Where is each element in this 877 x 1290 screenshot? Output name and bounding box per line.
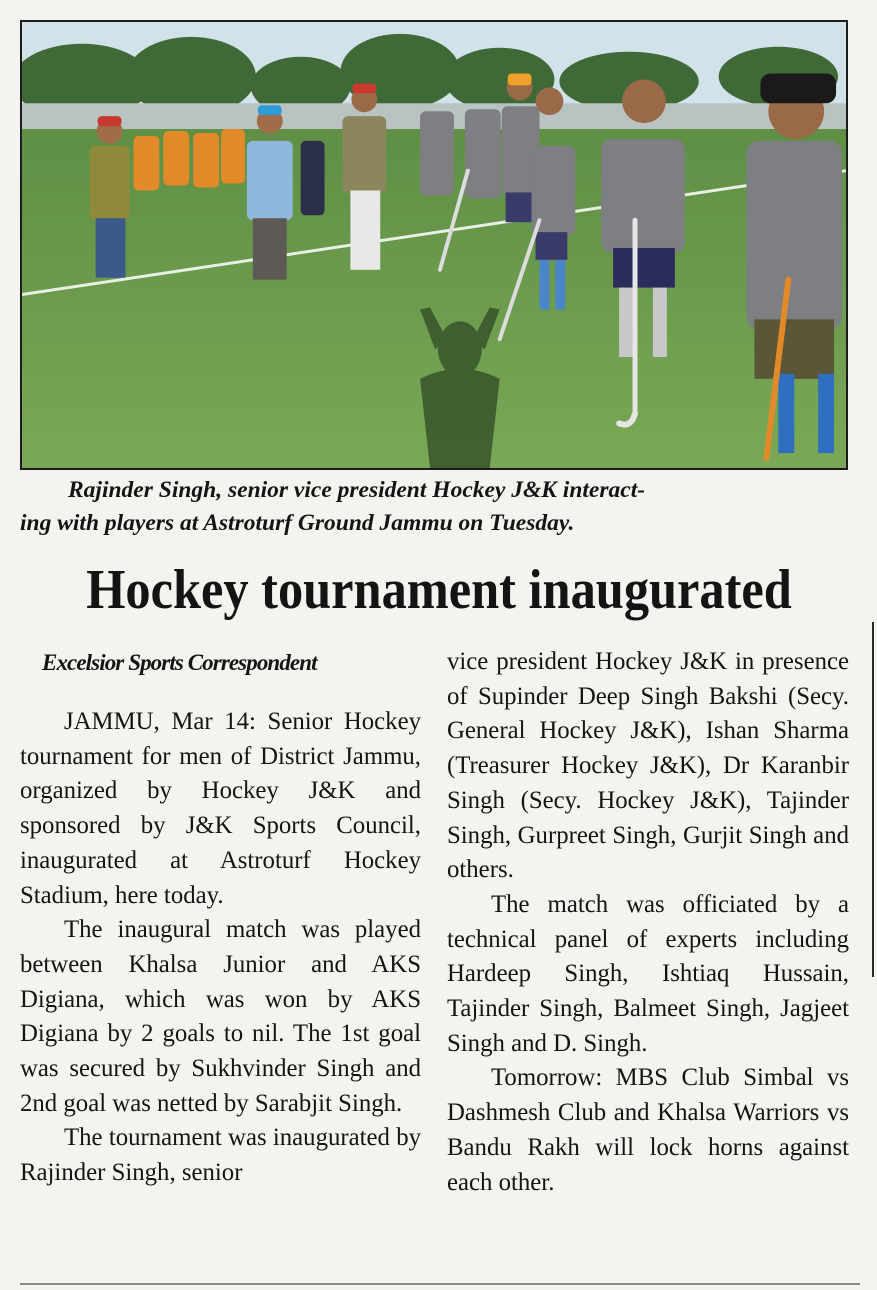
article-column-2 [447,645,849,1200]
photo-caption [20,474,848,540]
paragraph-1: JAMMU, Mar 14: Senior Hockey tournament for men of District Jammu, organized by Hockey J&K and sponsored by J&K Sports Council, inaugurated at Astroturf Hockey Stadium, here today. [20,708,421,909]
caption-line-1: Rajinder Singh, senior vice president Hockey J&K interact- [68,477,646,503]
paragraph-4: The match was officiated by a technical panel of experts including Hardeep Singh, Ishtiaq Hussain, Tajinder Singh, Balmeet Singh, Jagjeet Singh and D. Singh. [447,890,849,1057]
paragraph-3: The tournament was inaugurated by Rajinder Singh, senior [20,1124,421,1187]
player-shadow [420,307,500,468]
bottom-rule [20,1283,860,1285]
byline: Excelsior Sports Correspondent [42,650,317,675]
article-column-1 [20,705,421,1191]
paragraph-2: The inaugural match was played between Khalsa Junior and AKS Digiana, which was won by AKS Digiana by 2 goals to nil. The 1st goal was secured by Sukhvinder Singh and 2nd goal was netted by Sarabjit Singh. [20,916,421,1117]
paragraph-3-continued: vice president Hockey J&K in presence of Supinder Deep Singh Bakshi (Secy. General Hockey J&K), Ishan Sharma (Treasurer Hockey J&K), Dr Karanbir Singh (Secy. Hockey J&K), Tajinder Singh, Gurpreet Singh, Gurjit Singh and others. [447,648,849,884]
photo-illustration [22,22,846,468]
caption-line-2: ing with players at Astroturf Ground Jammu on Tuesday. [20,510,575,536]
hockey-players-photo [20,20,848,470]
paragraph-5: Tomorrow: MBS Club Simbal vs Dashmesh Club and Khalsa Warriors vs Bandu Rakh will lock horns against each other. [447,1064,849,1196]
column-edge-rule [872,622,874,977]
article-headline [0,548,877,632]
headline-text: Hockey tournament inaugurated [85,559,792,621]
